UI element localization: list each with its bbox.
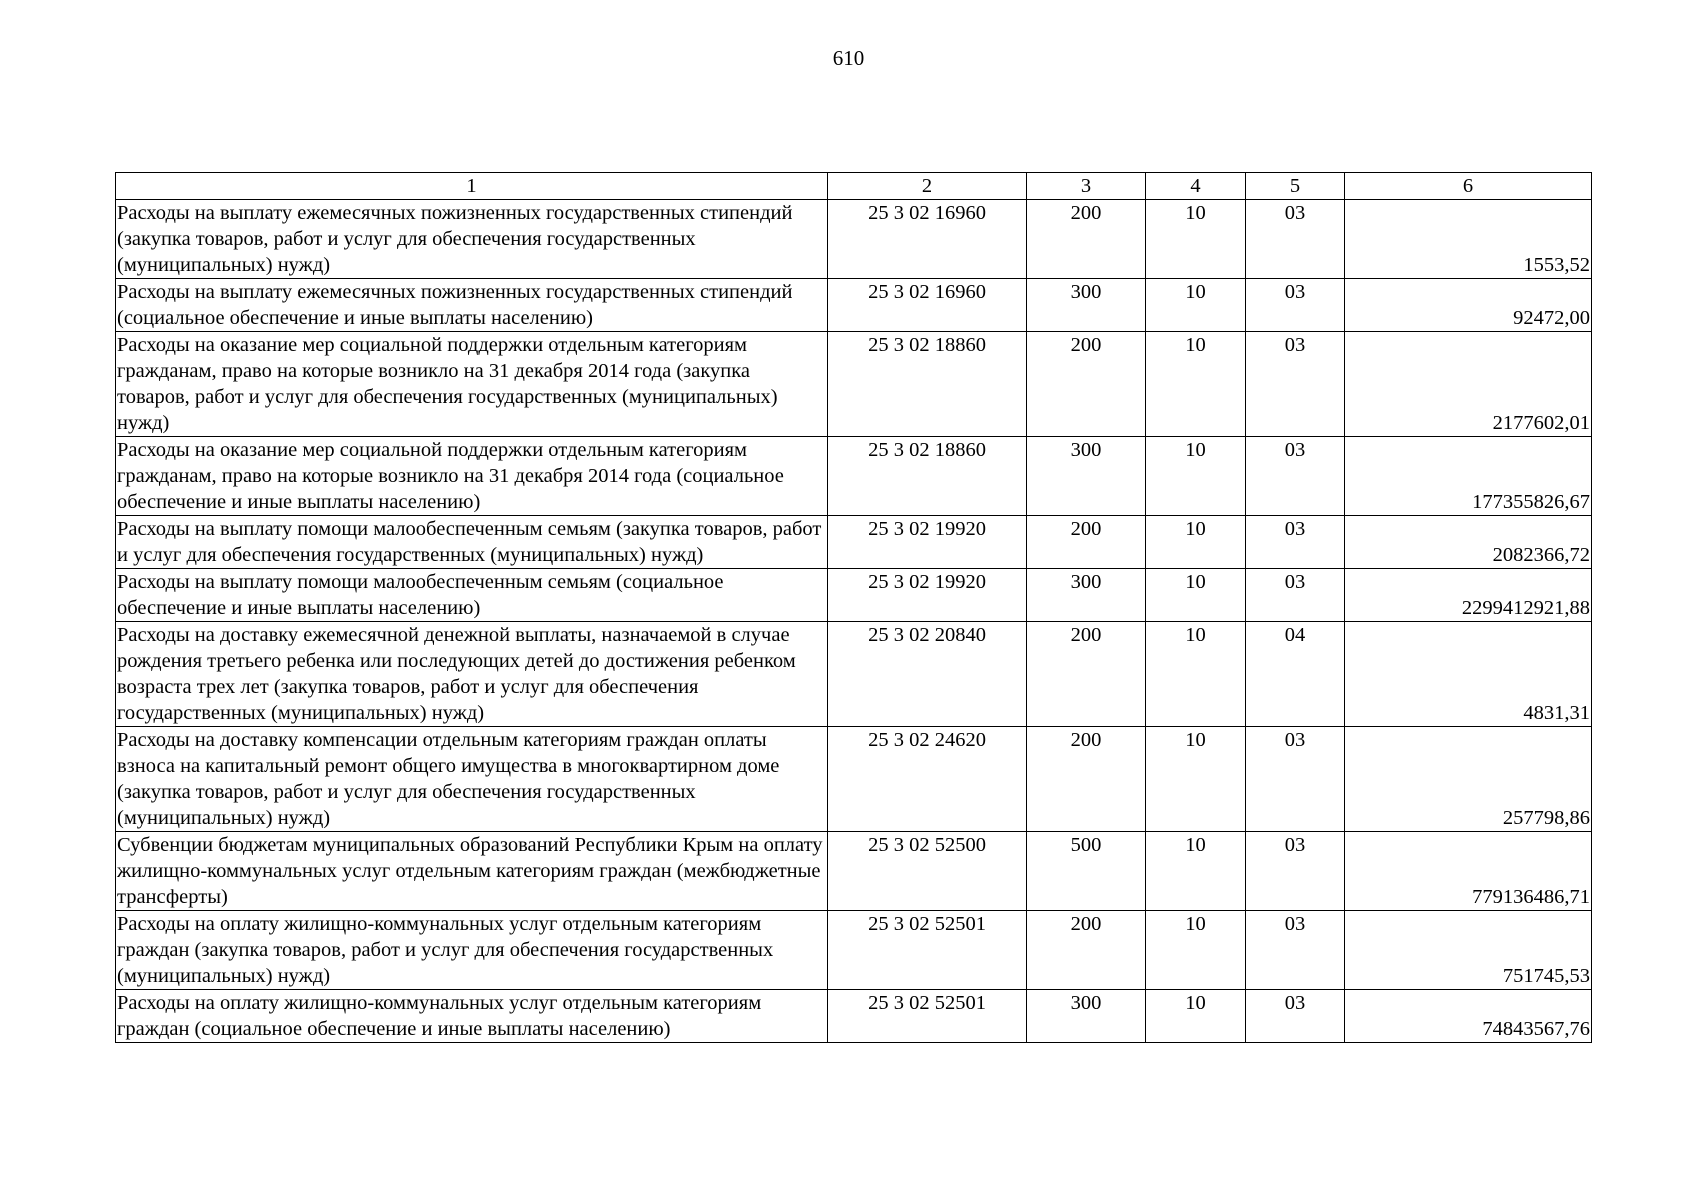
table-row [116,622,1592,727]
row-subsection: 03 [1246,437,1345,516]
row-amount: 751745,53 [1345,911,1592,990]
row-subsection: 03 [1246,569,1345,622]
row-amount: 2082366,72 [1345,516,1592,569]
row-description: Расходы на выплату помощи малообеспеченным семьям (социальное обеспечение и иные выплаты населению) [116,569,828,622]
row-section: 10 [1146,279,1246,332]
row-section: 10 [1146,990,1246,1043]
row-description: Расходы на выплату ежемесячных пожизненных государственных стипендий (социальное обеспечение и иные выплаты населению) [116,279,828,332]
row-description: Расходы на доставку компенсации отдельным категориям граждан оплаты взноса на капитальный ремонт общего имущества в многоквартирном доме (закупка товаров, работ и услуг для обеспечения государственных (муниципальных) нужд) [116,727,828,832]
row-section: 10 [1146,622,1246,727]
budget-table [115,172,1592,1043]
row-amount: 2299412921,88 [1345,569,1592,622]
row-subsection: 03 [1246,332,1345,437]
row-expense-type: 300 [1027,437,1146,516]
row-amount: 1553,52 [1345,200,1592,279]
row-description: Расходы на выплату ежемесячных пожизненных государственных стипендий (закупка товаров, работ и услуг для обеспечения государственных (муниципальных) нужд) [116,200,828,279]
row-section: 10 [1146,516,1246,569]
row-subsection: 03 [1246,832,1345,911]
row-expense-type: 200 [1027,516,1146,569]
table-row [116,332,1592,437]
row-section: 10 [1146,332,1246,437]
row-description: Расходы на выплату помощи малообеспеченным семьям (закупка товаров, работ и услуг для обеспечения государственных (муниципальных) нужд) [116,516,828,569]
header-col-1: 1 [116,173,828,200]
header-col-4: 4 [1146,173,1246,200]
row-expense-type: 200 [1027,727,1146,832]
row-target-article: 25 3 02 52500 [828,832,1027,911]
header-col-5: 5 [1246,173,1345,200]
row-description: Расходы на оплату жилищно-коммунальных услуг отдельным категориям граждан (социальное обеспечение и иные выплаты населению) [116,990,828,1043]
row-description: Расходы на оплату жилищно-коммунальных услуг отдельным категориям граждан (закупка товаров, работ и услуг для обеспечения государственных (муниципальных) нужд) [116,911,828,990]
row-amount: 779136486,71 [1345,832,1592,911]
table-row [116,437,1592,516]
row-target-article: 25 3 02 18860 [828,437,1027,516]
row-target-article: 25 3 02 19920 [828,516,1027,569]
row-amount: 4831,31 [1345,622,1592,727]
table-row [116,990,1592,1043]
row-subsection: 03 [1246,911,1345,990]
table-row [116,832,1592,911]
row-description: Расходы на оказание мер социальной поддержки отдельным категориям гражданам, право на которые возникло на 31 декабря 2014 года (социальное обеспечение и иные выплаты населению) [116,437,828,516]
row-amount: 92472,00 [1345,279,1592,332]
table-row [116,569,1592,622]
row-section: 10 [1146,832,1246,911]
row-target-article: 25 3 02 52501 [828,990,1027,1043]
row-amount: 177355826,67 [1345,437,1592,516]
row-expense-type: 300 [1027,569,1146,622]
row-subsection: 03 [1246,727,1345,832]
row-target-article: 25 3 02 24620 [828,727,1027,832]
table-row [116,279,1592,332]
row-expense-type: 500 [1027,832,1146,911]
header-col-6: 6 [1345,173,1592,200]
row-section: 10 [1146,569,1246,622]
row-subsection: 03 [1246,279,1345,332]
row-section: 10 [1146,911,1246,990]
page-number: 610 [832,46,865,70]
row-target-article: 25 3 02 52501 [828,911,1027,990]
row-description: Субвенции бюджетам муниципальных образований Республики Крым на оплату жилищно-коммунальных услуг отдельным категориям граждан (межбюджетные трансферты) [116,832,828,911]
row-description: Расходы на доставку ежемесячной денежной выплаты, назначаемой в случае рождения третьего ребенка или последующих детей до достижения ребенком возраста трех лет (закупка товаров, работ и услуг для обеспечения государственных (муниципальных) нужд) [116,622,828,727]
table-header-row [116,173,1592,200]
header-col-2: 2 [828,173,1027,200]
row-expense-type: 200 [1027,200,1146,279]
row-section: 10 [1146,437,1246,516]
row-expense-type: 300 [1027,279,1146,332]
row-target-article: 25 3 02 16960 [828,279,1027,332]
row-expense-type: 200 [1027,911,1146,990]
row-amount: 2177602,01 [1345,332,1592,437]
row-target-article: 25 3 02 16960 [828,200,1027,279]
row-description: Расходы на оказание мер социальной поддержки отдельным категориям гражданам, право на которые возникло на 31 декабря 2014 года (закупка товаров, работ и услуг для обеспечения государственных (муниципальных) нужд) [116,332,828,437]
row-target-article: 25 3 02 18860 [828,332,1027,437]
row-expense-type: 200 [1027,622,1146,727]
table-row [116,911,1592,990]
row-subsection: 04 [1246,622,1345,727]
table-row [116,516,1592,569]
row-expense-type: 200 [1027,332,1146,437]
table-row [116,727,1592,832]
row-section: 10 [1146,727,1246,832]
row-target-article: 25 3 02 20840 [828,622,1027,727]
row-section: 10 [1146,200,1246,279]
row-amount: 74843567,76 [1345,990,1592,1043]
row-subsection: 03 [1246,200,1345,279]
row-expense-type: 300 [1027,990,1146,1043]
row-amount: 257798,86 [1345,727,1592,832]
row-subsection: 03 [1246,990,1345,1043]
row-target-article: 25 3 02 19920 [828,569,1027,622]
table-row [116,200,1592,279]
row-subsection: 03 [1246,516,1345,569]
header-col-3: 3 [1027,173,1146,200]
